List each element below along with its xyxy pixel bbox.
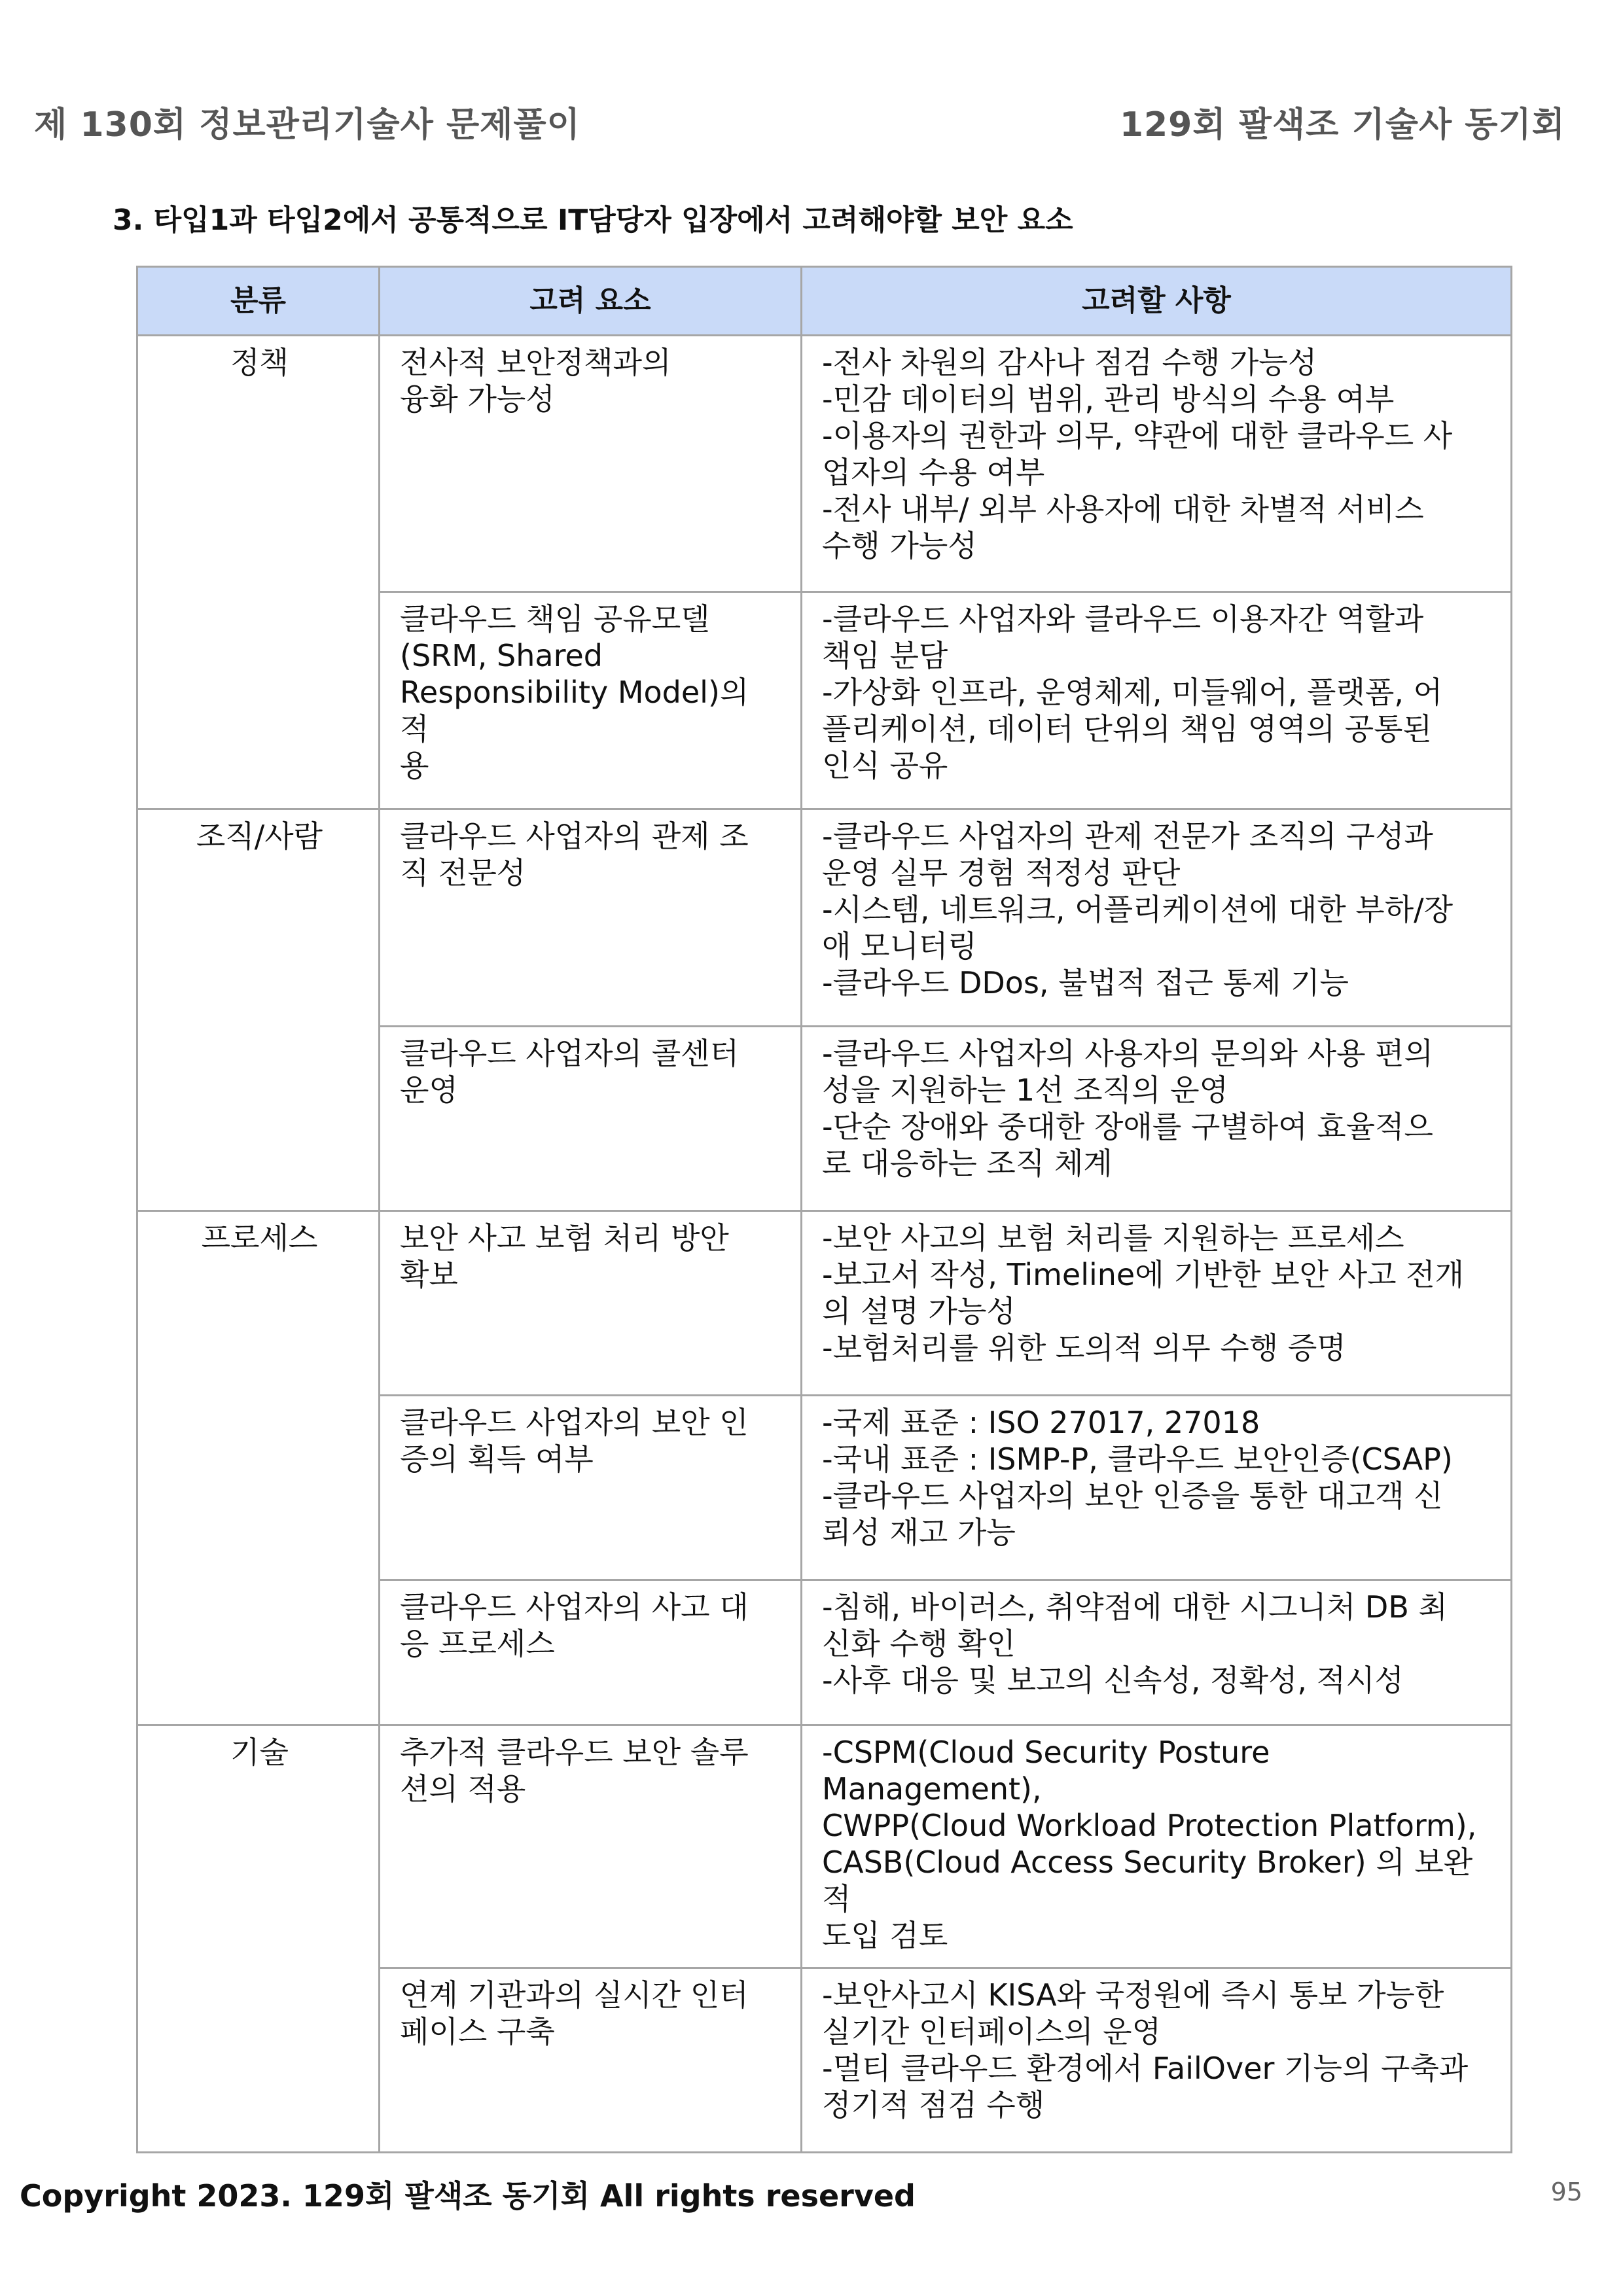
consideration-cell (802, 1396, 1512, 1580)
consideration-cell (802, 336, 1512, 592)
header-category: 분류 (137, 267, 380, 336)
category-cell: 프로세스 (137, 1211, 380, 1725)
consideration-line: -보험처리를 위한 도의적 의무 수행 증명 (822, 1330, 1346, 1366)
header-consideration: 고려할 사항 (802, 267, 1512, 336)
table-row (137, 809, 1512, 1027)
consideration-cell (802, 1027, 1512, 1211)
factor-cell (380, 336, 802, 592)
consideration-line: -클라우드 사업자의 관제 전문가 조직의 구성과 (822, 819, 1433, 854)
factor-line: 클라우드 사업자의 콜센터 (400, 1036, 740, 1071)
consideration-line: 도입 검토 (822, 1918, 948, 1953)
factor-line: 클라우드 사업자의 사고 대 (400, 1589, 749, 1625)
factor-line: 융화 가능성 (400, 381, 555, 417)
factor-cell (380, 1396, 802, 1580)
consideration-line: -보안사고시 KISA와 국정원에 즉시 통보 가능한 (822, 1977, 1444, 2013)
consideration-line: -사후 대응 및 보고의 신속성, 정확성, 적시성 (822, 1663, 1404, 1698)
consideration-cell (802, 809, 1512, 1027)
consideration-line: -가상화 인프라, 운영체제, 미들웨어, 플랫폼, 어 (822, 675, 1443, 710)
factor-line: 클라우드 사업자의 보안 인 (400, 1405, 749, 1440)
factor-line: 클라우드 책임 공유모델 (400, 601, 710, 637)
factor-line: 증의 획득 여부 (400, 1441, 594, 1477)
factor-cell (380, 1211, 802, 1396)
security-factors-table (136, 266, 1512, 2153)
factor-line: 직 전문성 (400, 855, 526, 891)
consideration-line: 정기적 점검 수행 (822, 2087, 1045, 2123)
consideration-line: 의 설명 가능성 (822, 1294, 1016, 1329)
category-cell: 조직/사람 (137, 809, 380, 1211)
factor-line: Responsibility Model)의 적 (400, 675, 749, 747)
consideration-line: 업자의 수용 여부 (822, 455, 1045, 490)
factor-line: 운영 (400, 1072, 458, 1108)
consideration-line: 인식 공유 (822, 748, 948, 783)
page-number: 95 (1550, 2178, 1582, 2206)
document-header-group: 129회 팔색조 기술사 동기회 (1119, 105, 1565, 145)
consideration-cell (802, 1580, 1512, 1725)
consideration-line: 수행 가능성 (822, 528, 977, 563)
header-factor: 고려 요소 (380, 267, 802, 336)
consideration-line: -국내 표준 : ISMP-P, 클라우드 보안인증(CSAP) (822, 1441, 1453, 1477)
consideration-line: CWPP(Cloud Workload Protection Platform), (822, 1808, 1477, 1843)
consideration-line: -전사 내부/ 외부 사용자에 대한 차별적 서비스 (822, 491, 1424, 527)
table-row (137, 1725, 1512, 1968)
consideration-line: 신화 수행 확인 (822, 1626, 1016, 1661)
table-body (137, 336, 1512, 2153)
factor-line: 응 프로세스 (400, 1626, 555, 1661)
factor-line: 전사적 보안정책과의 (400, 345, 671, 380)
factor-cell (380, 1725, 802, 1968)
factor-cell (380, 809, 802, 1027)
factor-line: 추가적 클라우드 보안 솔루 (400, 1735, 749, 1770)
consideration-line: -클라우드 사업자의 사용자의 문의와 사용 편의 (822, 1036, 1433, 1071)
consideration-cell (802, 1725, 1512, 1968)
table-row (137, 336, 1512, 592)
consideration-line: 플리케이션, 데이터 단위의 책임 영역의 공통된 (822, 711, 1433, 747)
consideration-line: -민감 데이터의 범위, 관리 방식의 수용 여부 (822, 381, 1395, 417)
consideration-line: 로 대응하는 조직 체계 (822, 1146, 1113, 1181)
table-header-row (137, 267, 1512, 336)
factor-line: 페이스 구축 (400, 2014, 555, 2049)
consideration-line: -클라우드 사업자의 보안 인증을 통한 대고객 신 (822, 1478, 1443, 1513)
consideration-cell (802, 592, 1512, 809)
category-cell: 정책 (137, 336, 380, 809)
consideration-line: -전사 차원의 감사나 점검 수행 가능성 (822, 345, 1317, 380)
consideration-line: 애 모니터링 (822, 928, 977, 964)
consideration-line: 운영 실무 경험 적정성 판단 (822, 855, 1181, 891)
consideration-line: -클라우드 사업자와 클라우드 이용자간 역할과 (822, 601, 1424, 637)
consideration-line: 성을 지원하는 1선 조직의 운영 (822, 1072, 1228, 1108)
consideration-line: 책임 분담 (822, 638, 948, 673)
factor-cell (380, 592, 802, 809)
factor-line: 보안 사고 보험 처리 방안 (400, 1220, 729, 1256)
consideration-line: -이용자의 권한과 의무, 약관에 대한 클라우드 사 (822, 418, 1453, 453)
factor-cell (380, 1027, 802, 1211)
factor-cell (380, 1968, 802, 2153)
factor-line: 용 (400, 748, 429, 783)
consideration-line: -멀티 클라우드 환경에서 FailOver 기능의 구축과 (822, 2051, 1469, 2086)
consideration-line: -보안 사고의 보험 처리를 지원하는 프로세스 (822, 1220, 1404, 1256)
consideration-line: -침해, 바이러스, 취약점에 대한 시그니처 DB 최 (822, 1589, 1448, 1625)
consideration-line: -클라우드 DDos, 불법적 접근 통제 기능 (822, 965, 1349, 1000)
factor-line: 연계 기관과의 실시간 인터 (400, 1977, 749, 2013)
consideration-line: CASB(Cloud Access Security Broker) 의 보완적 (822, 1845, 1473, 1916)
consideration-line: 뢰성 재고 가능 (822, 1515, 1016, 1550)
factor-line: 션의 적용 (400, 1771, 526, 1807)
table-row (137, 1211, 1512, 1396)
consideration-line: -단순 장애와 중대한 장애를 구별하여 효율적으 (822, 1109, 1433, 1144)
document-header-title: 제 130회 정보관리기술사 문제풀이 (34, 105, 580, 145)
consideration-line: -시스템, 네트워크, 어플리케이션에 대한 부하/장 (822, 892, 1454, 927)
factor-line: 확보 (400, 1257, 458, 1292)
section-title: 3. 타입1과 타입2에서 공통적으로 IT담당자 입장에서 고려해야할 보안 요소 (113, 203, 1073, 237)
consideration-line: -CSPM(Cloud Security Posture Management), (822, 1735, 1270, 1807)
factor-cell (380, 1580, 802, 1725)
footer-copyright: Copyright 2023. 129회 팔색조 동기회 All rights reserved (20, 2178, 916, 2214)
consideration-line: -국제 표준 : ISO 27017, 27018 (822, 1405, 1260, 1440)
consideration-line: 실기간 인터페이스의 운영 (822, 2014, 1162, 2049)
consideration-line: -보고서 작성, Timeline에 기반한 보안 사고 전개 (822, 1257, 1465, 1292)
factor-line: 클라우드 사업자의 관제 조 (400, 819, 749, 854)
consideration-cell (802, 1211, 1512, 1396)
consideration-cell (802, 1968, 1512, 2153)
factor-line: (SRM, Shared (400, 638, 603, 673)
category-cell: 기술 (137, 1725, 380, 2153)
